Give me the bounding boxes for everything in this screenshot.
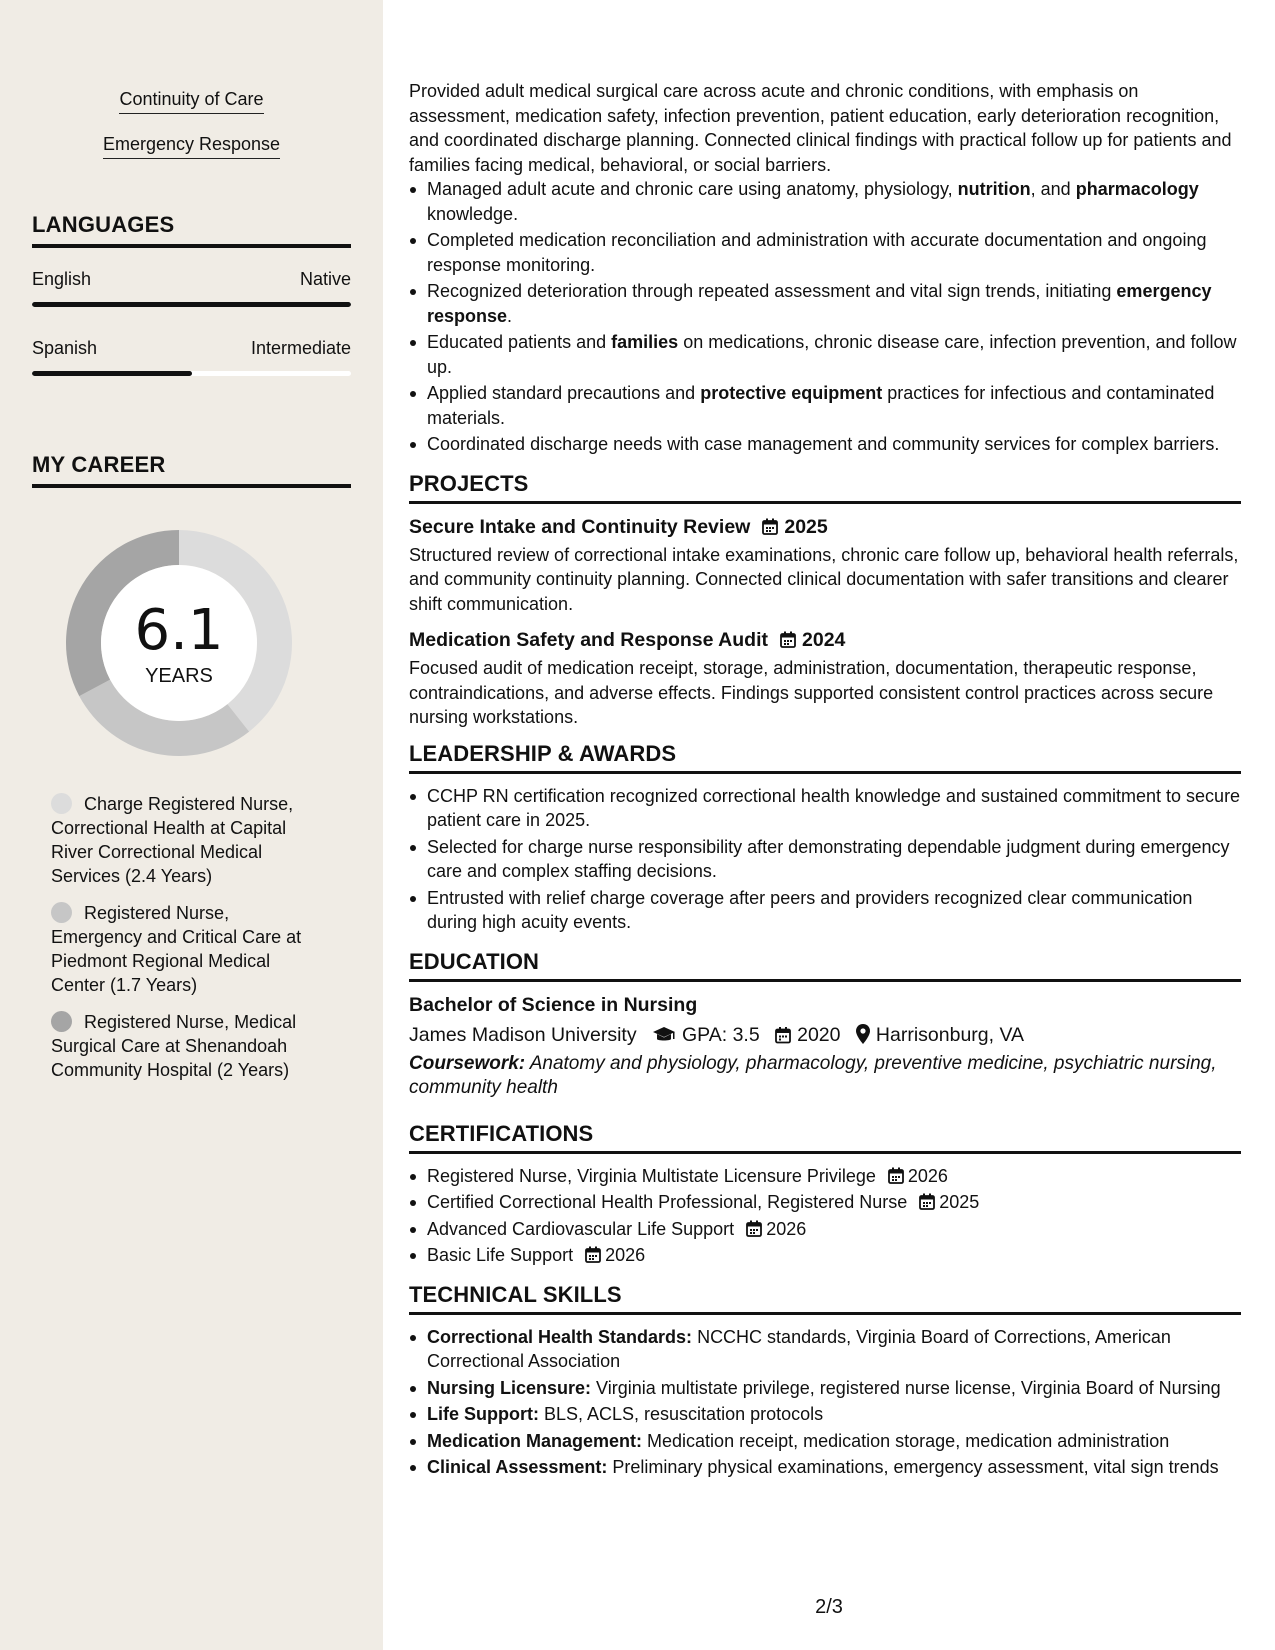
education-coursework: [409, 1052, 1241, 1101]
skill-item: [409, 1402, 1241, 1427]
skills-heading: TECHNICAL SKILLS: [409, 1282, 1241, 1315]
skill-text: Preliminary physical examinations, emergency assessment, vital sign trends: [607, 1457, 1219, 1477]
skill-label: Correctional Health Standards:: [427, 1326, 693, 1347]
education-heading: EDUCATION: [409, 949, 1241, 982]
main-content: [409, 79, 1241, 1482]
certifications-list: [409, 1164, 1241, 1268]
sidebar: [0, 0, 383, 1650]
skill-label: Nursing Licensure:: [427, 1377, 592, 1398]
experience-bullet: Recognized deterioration through repeated assessment and vital sign trends, initiating emergency response.: [409, 279, 1241, 328]
leadership-list: [409, 784, 1241, 935]
strength-item: Continuity of Care: [0, 88, 383, 114]
leadership-item: Entrusted with relief charge coverage after peers and providers recognized clear communication during high acuity events.: [409, 886, 1241, 935]
career-total-value: 6.1: [134, 598, 224, 663]
language-name: English: [32, 269, 92, 289]
skills-list: [409, 1325, 1241, 1480]
skill-item: [409, 1455, 1241, 1480]
education-year: 2020: [797, 1023, 841, 1046]
certification-item: [409, 1243, 1241, 1268]
project-title: Medication Safety and Response Audit: [409, 629, 768, 651]
certification-item: [409, 1190, 1241, 1215]
career-legend-dot: [51, 793, 72, 814]
experience-bullet: Educated patients and families on medications, chronic disease care, infection prevention, and follow up.: [409, 330, 1241, 379]
career-heading: MY CAREER: [32, 452, 351, 488]
certification-year: 2026: [605, 1245, 646, 1265]
language-proficiency-bar: [32, 302, 351, 307]
language-proficiency-bar: [32, 371, 351, 376]
calendar-icon: [746, 1220, 762, 1237]
certification-name: Certified Correctional Health Professional, Registered Nurse: [427, 1192, 908, 1212]
skill-text: Virginia multistate privilege, registered nurse license, Virginia Board of Nursing: [591, 1377, 1221, 1398]
leadership-heading: LEADERSHIP & AWARDS: [409, 741, 1241, 774]
leadership-item: CCHP RN certification recognized correctional health knowledge and sustained commitment to secure patient care in 2025.: [409, 784, 1241, 833]
language-item: [32, 337, 351, 376]
education-meta: [409, 1020, 1241, 1050]
calendar-icon: [762, 518, 778, 535]
certification-name: Basic Life Support: [427, 1245, 574, 1265]
coursework-text: Anatomy and physiology, pharmacology, preventive medicine, psychiatric nursing, community health: [409, 1052, 1217, 1098]
calendar-icon: [888, 1167, 904, 1184]
skill-label: Clinical Assessment:: [427, 1457, 608, 1477]
career-legend-dot: [51, 1011, 72, 1032]
skill-item: [409, 1325, 1241, 1374]
career-item: [51, 792, 321, 888]
project-description: Focused audit of medication receipt, storage, administration, documentation, therapeutic response, contraindications, and adverse effects. Findings supported consistent control practices across secure nursing workstations.: [409, 658, 1214, 727]
project-description: Structured review of correctional intake examinations, chronic care follow up, behavioral health referrals, and community continuity planning. Connected clinical documentation with safer transitions and clearer shift communication.: [409, 544, 1239, 614]
project-title: Secure Intake and Continuity Review: [409, 515, 751, 538]
career-legend-dot: [51, 902, 72, 923]
certifications-heading: CERTIFICATIONS: [409, 1121, 1241, 1154]
certification-name: Advanced Cardiovascular Life Support: [427, 1218, 735, 1239]
location-pin-icon: [856, 1024, 870, 1044]
certification-item: [409, 1217, 1241, 1242]
language-proficiency-fill: [32, 302, 351, 307]
experience-bullet: Coordinated discharge needs with case management and community services for complex barriers.: [409, 432, 1241, 457]
experience-summary: Provided adult medical surgical care across acute and chronic conditions, with emphasis on assessment, medication safety, infection prevention, patient education, early deterioration recognition, and coordinated discharge planning. Connected clinical findings with practical follow up for patients and families facing medical, behavioral, or social barriers.: [409, 81, 1232, 175]
language-proficiency-fill: [32, 371, 192, 376]
experience-bullet: Completed medication reconciliation and administration with accurate documentation and ongoing response monitoring.: [409, 228, 1241, 277]
experience-bullet: Applied standard precautions and protective equipment practices for infectious and contaminated materials.: [409, 381, 1241, 430]
language-level: Native: [299, 269, 351, 289]
education-gpa: GPA: 3.5: [682, 1023, 760, 1046]
calendar-icon: [775, 1026, 791, 1044]
project-item: [409, 627, 1241, 730]
career-item-text: Registered Nurse, Emergency and Critical Care at Piedmont Regional Medical Center (1.7 Years): [51, 903, 302, 995]
career-item-text: Charge Registered Nurse, Correctional Health at Capital River Correctional Medical Services (2.4 Years): [51, 794, 294, 886]
language-item: [32, 268, 351, 307]
education-degree: Bachelor of Science in Nursing: [409, 993, 698, 1016]
education-location: Harrisonburg, VA: [875, 1023, 1025, 1046]
leadership-item: Selected for charge nurse responsibility after demonstrating dependable judgment during emergency care and complex staffing decisions.: [409, 835, 1241, 884]
career-item-text: Registered Nurse, Medical Surgical Care at Shenandoah Community Hospital (2 Years): [51, 1012, 297, 1080]
career-item: [51, 901, 321, 997]
education-school: James Madison University: [409, 1023, 637, 1046]
languages-heading: LANGUAGES: [32, 212, 351, 248]
calendar-icon: [919, 1193, 935, 1210]
language-level: Intermediate: [250, 338, 351, 358]
project-year: 2025: [784, 515, 828, 538]
skill-item: [409, 1376, 1241, 1401]
skill-text: BLS, ACLS, resuscitation protocols: [538, 1404, 824, 1424]
projects-heading: PROJECTS: [409, 471, 1241, 504]
certification-name: Registered Nurse, Virginia Multistate Licensure Privilege: [427, 1165, 876, 1186]
skill-item: [409, 1429, 1241, 1454]
certification-item: [409, 1164, 1241, 1189]
calendar-icon: [585, 1246, 601, 1263]
skill-text: Medication receipt, medication storage, medication administration: [642, 1430, 1170, 1451]
skill-label: Life Support:: [427, 1404, 539, 1424]
experience-bullets: [409, 177, 1241, 457]
project-item: [409, 514, 1241, 617]
graduation-cap-icon: [652, 1026, 676, 1044]
project-year: 2024: [802, 629, 846, 651]
page-number: 2/3: [815, 1596, 843, 1618]
certification-year: 2025: [939, 1192, 980, 1212]
career-total-unit: YEARS: [145, 665, 213, 687]
skill-label: Medication Management:: [427, 1430, 643, 1451]
certification-year: 2026: [907, 1165, 948, 1186]
coursework-label: Coursework:: [409, 1052, 526, 1074]
calendar-icon: [780, 631, 796, 648]
skill-text: NCCHC standards, Virginia Board of Corrections, American Correctional Association: [427, 1326, 1171, 1371]
career-list: [51, 792, 321, 1095]
certification-year: 2026: [766, 1218, 807, 1239]
career-item: [51, 1010, 321, 1082]
experience-bullet: Managed adult acute and chronic care using anatomy, physiology, nutrition, and pharmacology knowledge.: [409, 177, 1241, 226]
language-name: Spanish: [32, 338, 98, 358]
strength-item: Emergency Response: [0, 133, 383, 159]
